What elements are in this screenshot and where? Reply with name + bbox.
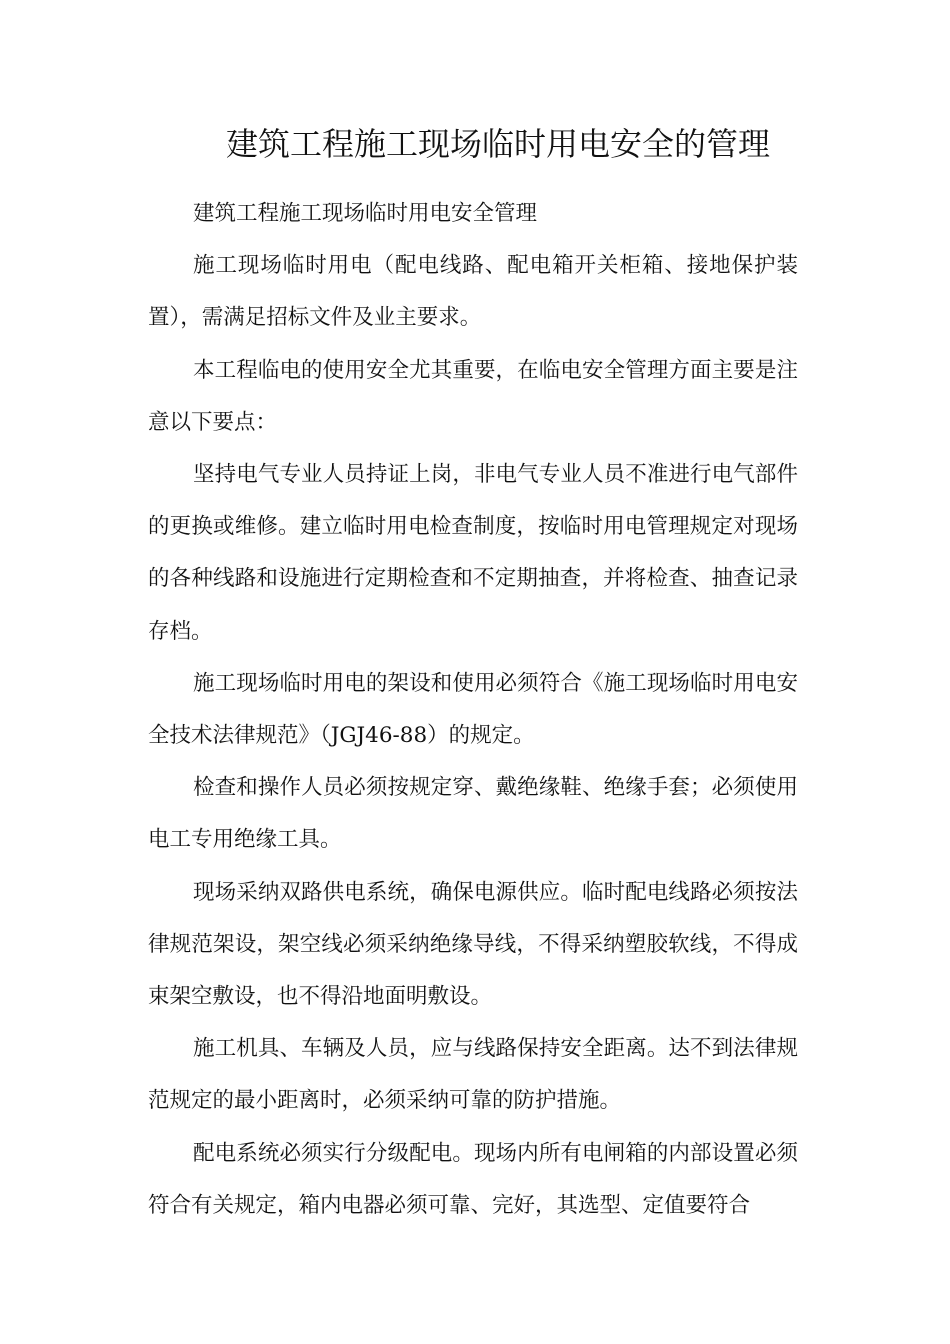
paragraph-power-supply: 现场采纳双路供电系统，确保电源供应。临时配电线路必须按法律规范架设，架空线必须采纳绝缘导线，不得采纳塑胶软线，不得成束架空敷设，也不得沿地面明敷设。 [148,879,798,1010]
paragraph-requirements: 施工现场临时用电（配电线路、配电箱开关柜箱、接地保护装置），需满足招标文件及业主要求。 [148,253,798,331]
paragraph-key-points-intro: 本工程临电的使用安全尤其重要，在临电安全管理方面主要是注意以下要点： [148,357,798,435]
paragraph-standard-compliance: 施工现场临时用电的架设和使用必须符合《施工现场临时用电安全技术法律规范》（JGJ46-88）的规定。 [148,670,798,749]
paragraph-subtitle: 建筑工程施工现场临时用电安全管理 [193,201,538,226]
document-title: 建筑工程施工现场临时用电安全的管理 [226,125,771,163]
paragraph-safe-distance: 施工机具、车辆及人员，应与线路保持安全距离。达不到法律规范规定的最小距离时，必须采纳可靠的防护措施。 [148,1036,798,1114]
paragraph-distribution-system: 配电系统必须实行分级配电。现场内所有电闸箱的内部设置必须符合有关规定，箱内电器必须可靠、完好，其选型、定值要符合 [148,1140,798,1218]
paragraph-protective-gear: 检查和操作人员必须按规定穿、戴绝缘鞋、绝缘手套；必须使用电工专用绝缘工具。 [148,775,798,853]
paragraph-certified-staff: 坚持电气专业人员持证上岗，非电气专业人员不准进行电气部件的更换或维修。建立临时用电检查制度，按临时用电管理规定对现场的各种线路和设施进行定期检查和不定期抽查，并将检查、抽查记录存档。 [148,462,798,644]
document-body [148,188,798,1232]
